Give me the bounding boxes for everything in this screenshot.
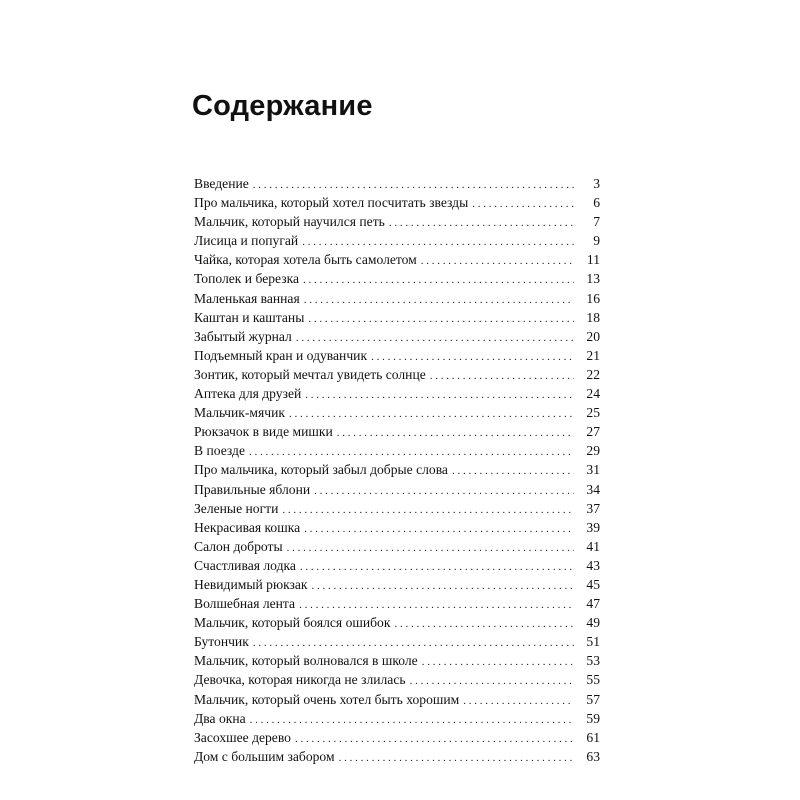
toc-entry bbox=[194, 250, 600, 269]
toc-entry-page-number: 25 bbox=[586, 405, 600, 421]
dot-leader bbox=[339, 749, 574, 768]
toc-entry bbox=[194, 460, 600, 479]
dot-leader bbox=[300, 558, 574, 577]
toc-entry-title: Мальчик, который боялся ошибок bbox=[194, 615, 391, 631]
toc-entry-page-number: 31 bbox=[586, 462, 600, 478]
dot-leader bbox=[389, 214, 574, 233]
toc-entry bbox=[194, 690, 600, 709]
toc-entry bbox=[194, 709, 600, 728]
toc-entry-page-number: 9 bbox=[593, 233, 600, 249]
dot-leader bbox=[304, 520, 574, 539]
toc-entry bbox=[194, 747, 600, 766]
toc-entry-title: Забытый журнал bbox=[194, 328, 292, 344]
toc-entry bbox=[194, 346, 600, 365]
toc-entry bbox=[194, 403, 600, 422]
dot-leader bbox=[452, 462, 574, 481]
toc-entry-page-number: 59 bbox=[586, 710, 600, 726]
toc-entry-page-number: 41 bbox=[586, 538, 600, 554]
dot-leader bbox=[337, 424, 574, 443]
toc-entry bbox=[194, 384, 600, 403]
toc-entry-page-number: 24 bbox=[586, 386, 600, 402]
dot-leader bbox=[282, 501, 574, 520]
toc-entry-title: В поезде bbox=[194, 443, 245, 459]
toc-entry-page-number: 7 bbox=[593, 214, 600, 230]
toc-entry-page-number: 63 bbox=[586, 748, 600, 764]
toc-entry bbox=[194, 518, 600, 537]
toc-entry bbox=[194, 174, 600, 193]
toc-entry-page-number: 55 bbox=[586, 672, 600, 688]
dot-leader bbox=[314, 482, 574, 501]
toc-entry bbox=[194, 231, 600, 250]
toc-entry bbox=[194, 480, 600, 499]
toc-entry-title: Невидимый рюкзак bbox=[194, 576, 308, 592]
toc-entry-title: Счастливая лодка bbox=[194, 557, 296, 573]
dot-leader bbox=[308, 310, 574, 329]
toc-entry-page-number: 57 bbox=[586, 691, 600, 707]
toc-entry bbox=[194, 441, 600, 460]
toc-entry-page-number: 27 bbox=[586, 424, 600, 440]
toc-entry-page-number: 34 bbox=[586, 481, 600, 497]
dot-leader bbox=[430, 367, 574, 386]
dot-leader bbox=[250, 711, 574, 730]
toc-entry-page-number: 43 bbox=[586, 557, 600, 573]
dot-leader bbox=[303, 271, 574, 290]
toc-entry bbox=[194, 269, 600, 288]
toc-entry-title: Рюкзачок в виде мишки bbox=[194, 424, 333, 440]
toc-entry bbox=[194, 212, 600, 231]
toc-entry-page-number: 49 bbox=[586, 615, 600, 631]
toc-entry-page-number: 20 bbox=[586, 328, 600, 344]
toc-entry-title: Чайка, которая хотела быть самолетом bbox=[194, 252, 417, 268]
toc-entry-title: Каштан и каштаны bbox=[194, 309, 305, 325]
toc-entry-title: Некрасивая кошка bbox=[194, 519, 301, 535]
toc-entry-page-number: 13 bbox=[586, 271, 600, 287]
toc-entry-page-number: 6 bbox=[593, 195, 600, 211]
toc-entry bbox=[194, 327, 600, 346]
toc-entry-page-number: 11 bbox=[586, 252, 600, 268]
toc-entry-page-number: 16 bbox=[586, 290, 600, 306]
toc-entry-title: Маленькая ванная bbox=[194, 290, 300, 306]
toc-entry bbox=[194, 594, 600, 613]
toc-entry bbox=[194, 632, 600, 651]
page-title: Содержание bbox=[192, 90, 373, 122]
toc-entry-page-number: 21 bbox=[586, 347, 600, 363]
toc-entry-page-number: 18 bbox=[586, 309, 600, 325]
toc-entry bbox=[194, 289, 600, 308]
dot-leader bbox=[287, 539, 574, 558]
toc-entry bbox=[194, 308, 600, 327]
dot-leader bbox=[421, 252, 574, 271]
toc-entry-title: Мальчик, который волновался в школе bbox=[194, 653, 418, 669]
toc-entry-title: Мальчик, который научился петь bbox=[194, 214, 385, 230]
dot-leader bbox=[394, 615, 574, 634]
toc-entry-title: Девочка, которая никогда не злилась bbox=[194, 672, 406, 688]
toc-entry-title: Введение bbox=[194, 176, 249, 191]
toc-entry-title: Подъемный кран и одуванчик bbox=[194, 347, 368, 363]
toc-entry-page-number: 3 bbox=[593, 176, 600, 191]
toc-entry-page-number: 29 bbox=[586, 443, 600, 459]
toc-entry-title: Лисица и попугай bbox=[194, 233, 299, 249]
dot-leader bbox=[304, 291, 574, 310]
toc-entry-title: Зеленые ногти bbox=[194, 500, 279, 516]
toc-entry-title: Про мальчика, который забыл добрые слова bbox=[194, 462, 448, 478]
toc-entry-page-number: 22 bbox=[586, 366, 600, 382]
toc-entry-page-number: 61 bbox=[586, 729, 600, 745]
toc-entry-title: Зонтик, который мечтал увидеть солнце bbox=[194, 366, 426, 382]
toc-entry-page-number: 51 bbox=[586, 634, 600, 650]
toc-entry bbox=[194, 193, 600, 212]
toc-entry bbox=[194, 613, 600, 632]
toc-entry bbox=[194, 556, 600, 575]
dot-leader bbox=[422, 653, 574, 672]
toc-entry bbox=[194, 422, 600, 441]
toc-entry-title: Волшебная лента bbox=[194, 596, 296, 612]
toc-entry-title: Салон доброты bbox=[194, 538, 283, 554]
toc-entry bbox=[194, 728, 600, 747]
toc-entry bbox=[194, 651, 600, 670]
dot-leader bbox=[305, 386, 574, 405]
toc-entry-page-number: 39 bbox=[586, 519, 600, 535]
table-of-contents bbox=[194, 174, 600, 766]
dot-leader bbox=[472, 195, 574, 214]
toc-entry-title: Правильные яблони bbox=[194, 481, 311, 497]
toc-entry-title: Тополек и березка bbox=[194, 271, 300, 287]
toc-entry-title: Аптека для друзей bbox=[194, 386, 302, 402]
toc-entry-page-number: 45 bbox=[586, 576, 600, 592]
toc-entry bbox=[194, 499, 600, 518]
toc-entry bbox=[194, 365, 600, 384]
toc-entry-title: Два окна bbox=[194, 710, 246, 726]
toc-entry-title: Дом с большим забором bbox=[194, 748, 335, 764]
toc-entry-title: Засохшее дерево bbox=[194, 729, 291, 745]
toc-entry bbox=[194, 575, 600, 594]
toc-entry bbox=[194, 537, 600, 556]
dot-leader bbox=[463, 692, 574, 711]
toc-entry-page-number: 53 bbox=[586, 653, 600, 669]
toc-entry-page-number: 47 bbox=[586, 596, 600, 612]
toc-entry-page-number: 37 bbox=[586, 500, 600, 516]
toc-entry-title: Мальчик-мячик bbox=[194, 405, 286, 421]
dot-leader bbox=[312, 577, 574, 596]
toc-entry bbox=[194, 670, 600, 689]
toc-entry-title: Про мальчика, который хотел посчитать звезды bbox=[194, 195, 469, 211]
toc-entry-title: Бутончик bbox=[194, 634, 249, 650]
toc-entry-title: Мальчик, который очень хотел быть хорошим bbox=[194, 691, 460, 707]
